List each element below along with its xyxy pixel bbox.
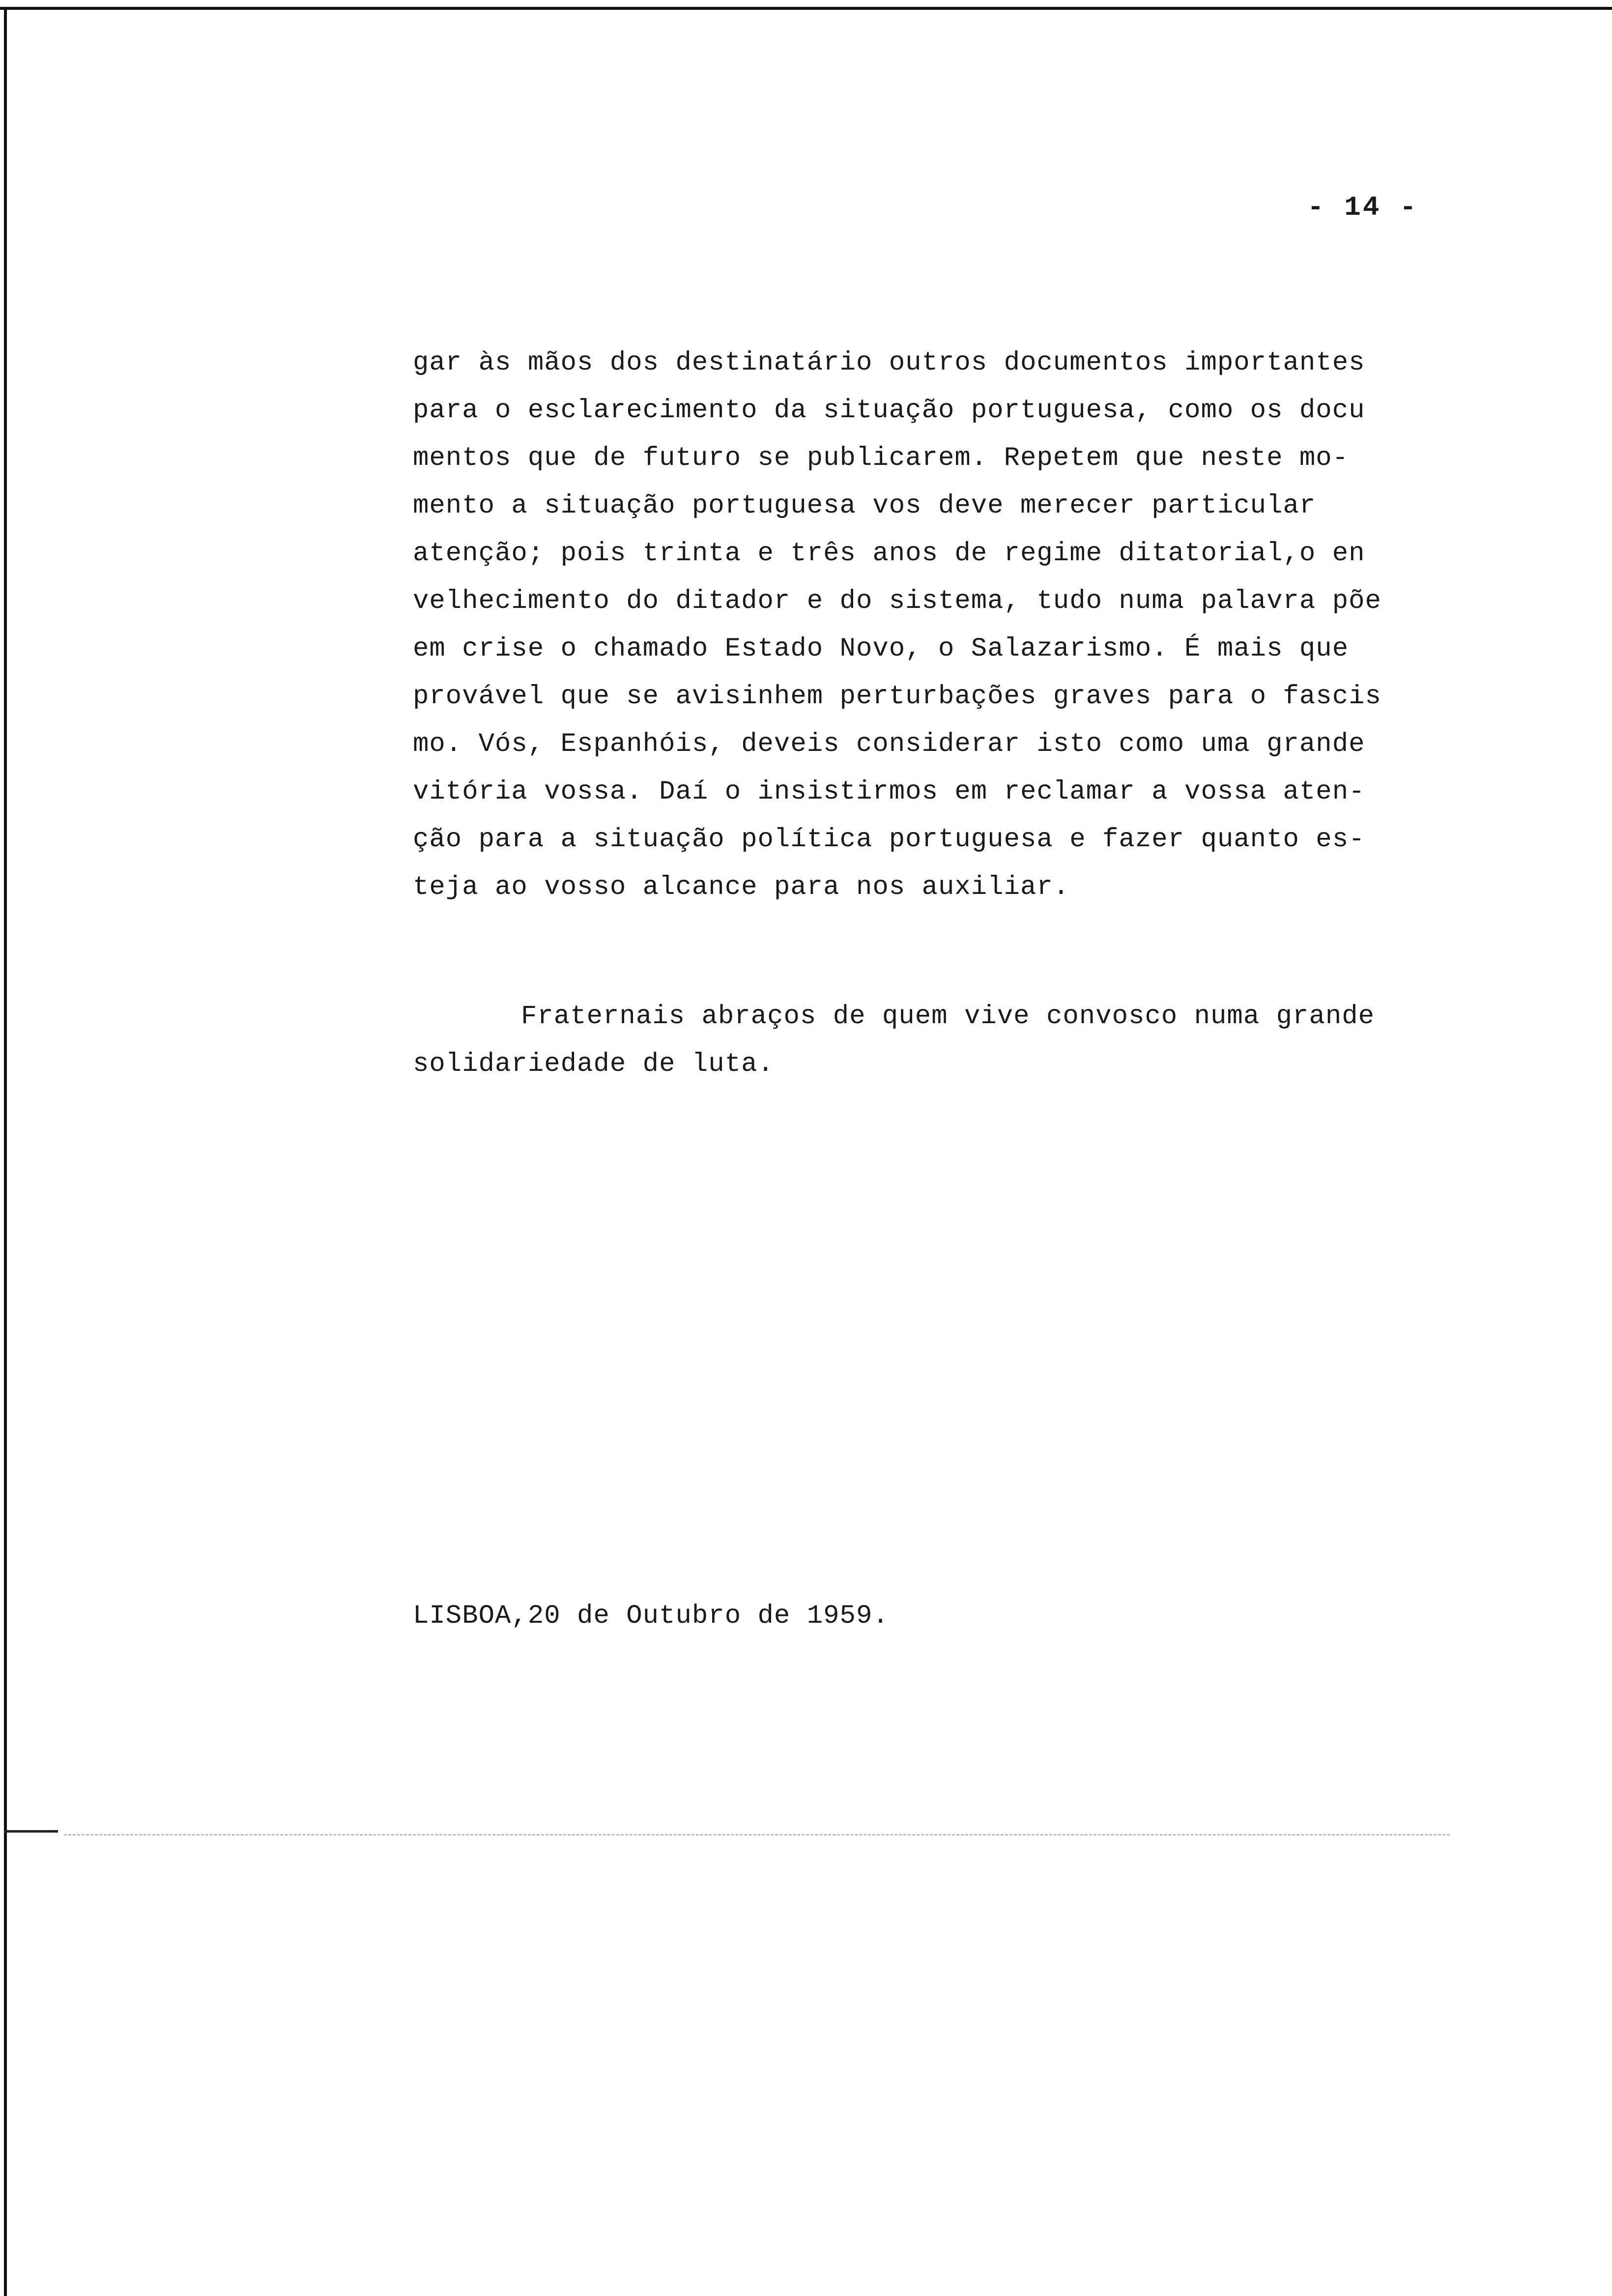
body-line: ção para a situação política portuguesa e fazer quanto es-: [413, 825, 1365, 855]
body-line: em crise o chamado Estado Novo, o Salazarismo. É mais que: [413, 634, 1349, 664]
fold-line: [64, 1834, 1450, 1836]
body-line: atenção; pois trinta e três anos de regime ditatorial,o en: [413, 539, 1365, 569]
body-line: provável que se avisinhem perturbações graves para o fascis: [413, 682, 1382, 712]
closing-line: Fraternais abraços de quem vive convosco numa grande: [521, 1002, 1375, 1032]
page-number: - 14 -: [1307, 192, 1418, 223]
body-line: gar às mãos dos destinatário outros documentos importantes: [413, 348, 1365, 378]
page-left-notch: [4, 1830, 58, 1833]
body-paragraph: [413, 339, 1474, 911]
body-line: teja ao vosso alcance para nos auxiliar.: [413, 872, 1070, 902]
body-line: para o esclarecimento da situação portuguesa, como os docu: [413, 396, 1365, 426]
page-left-edge: [4, 7, 7, 2296]
body-line: mentos que de futuro se publicarem. Repetem que neste mo-: [413, 443, 1349, 473]
dateline: LISBOA,20 de Outubro de 1959.: [413, 1601, 889, 1631]
closing-paragraph: [413, 993, 1474, 1088]
body-line: mento a situação portuguesa vos deve merecer particular: [413, 491, 1316, 521]
body-line: mo. Vós, Espanhóis, deveis considerar isto como uma grande: [413, 729, 1365, 759]
closing-line: solidariedade de luta.: [413, 1049, 774, 1079]
body-line: vitória vossa. Daí o insistirmos em reclamar a vossa aten-: [413, 777, 1365, 807]
page-top-edge: [0, 7, 1612, 10]
body-line: velhecimento do ditador e do sistema, tudo numa palavra põe: [413, 586, 1382, 616]
